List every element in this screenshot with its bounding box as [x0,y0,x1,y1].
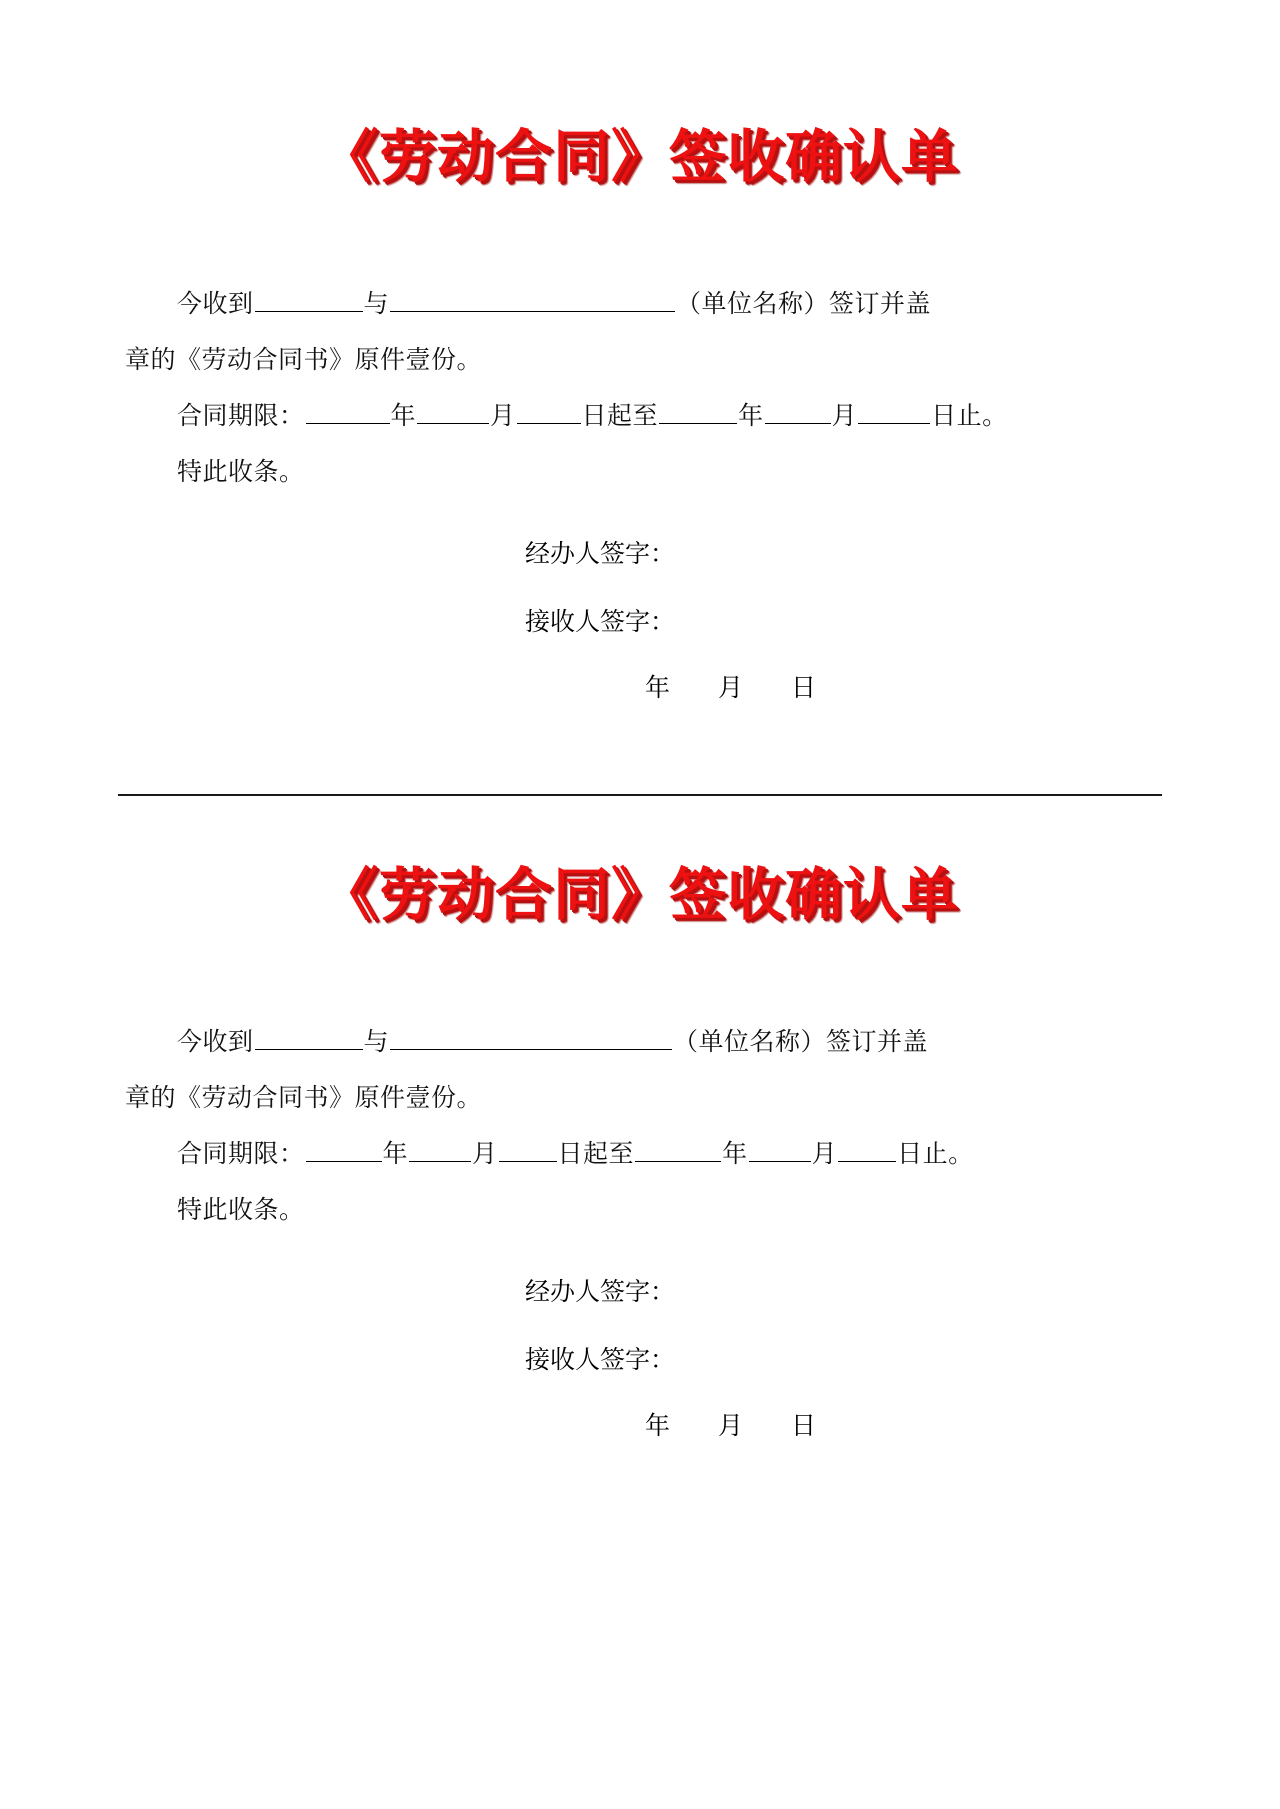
receipt-mid-label: 与 [363,289,390,318]
receipt-paragraph-line2 [125,332,1155,388]
handler-signature-label-lower: 经办人签字： [525,1277,676,1306]
page-title-lower: 《劳动合同》签收确认单 [321,861,959,928]
body-text-lower [125,1014,1155,1238]
end-month-blank-lower[interactable] [749,1135,811,1162]
start-year-unit: 年 [390,401,417,430]
start-day-blank-lower[interactable] [499,1135,557,1162]
note-label-lower: 特此收条。 [177,1195,305,1224]
unit-name-blank-lower[interactable] [390,1023,672,1050]
signature-area-upper [125,526,1155,716]
handler-signature-label: 经办人签字： [525,539,676,568]
receipt-paragraph-line1 [125,276,1155,332]
end-day-unit-lower: 日止。 [897,1139,974,1168]
receiver-signature-row [525,594,1155,650]
contract-term-paragraph-lower [125,1126,1155,1182]
receipt-suffix-label: 签订并盖 [829,289,932,318]
end-month-unit-lower: 月 [811,1139,838,1168]
employee-name-blank[interactable] [255,285,363,312]
page-title: 《劳动合同》签收确认单 [321,124,959,190]
start-month-unit-lower: 月 [472,1139,498,1168]
note-label: 特此收条。 [177,457,305,486]
form-copy-upper [0,0,1280,716]
start-month-unit: 月 [490,401,516,430]
title-container-lower [125,861,1155,928]
contract-original-label: 章的《劳动合同书》原件壹份。 [125,345,483,374]
start-year-unit-lower: 年 [382,1139,409,1168]
contract-term-paragraph [125,388,1155,444]
end-day-unit: 日止。 [931,401,1008,430]
end-month-unit: 月 [831,401,858,430]
end-year-blank[interactable] [659,397,737,424]
unit-name-note-label-lower: （单位名称） [673,1027,827,1056]
title-container [125,124,1155,190]
end-month-blank[interactable] [765,397,831,424]
start-day-unit-lower: 日起至 [557,1139,635,1168]
date-year-label: 年 [645,673,673,702]
date-row [525,660,1155,716]
body-text-upper [125,276,1155,500]
unit-name-note-label: （单位名称） [676,289,830,318]
receipt-prefix-label-lower: 今收到 [177,1027,254,1056]
receipt-paragraph-line2-lower [125,1070,1155,1126]
contract-term-label: 合同期限： [177,401,305,430]
signature-area-lower [125,1264,1155,1454]
receipt-prefix-label: 今收到 [177,289,254,318]
start-day-blank[interactable] [517,397,581,424]
end-day-blank-lower[interactable] [838,1135,896,1162]
receipt-suffix-label-lower: 签订并盖 [826,1027,929,1056]
contract-term-label-lower: 合同期限： [177,1139,305,1168]
date-day-label: 日 [791,673,819,702]
date-row-lower [525,1398,1155,1454]
end-year-unit-lower: 年 [722,1139,748,1168]
unit-name-blank[interactable] [390,285,675,312]
receipt-paragraph-line1-lower [125,1014,1155,1070]
note-paragraph-lower [125,1182,1155,1238]
note-paragraph [125,444,1155,500]
start-year-blank-lower[interactable] [306,1135,382,1162]
start-day-unit: 日起至 [581,401,659,430]
start-year-blank[interactable] [306,397,390,424]
start-month-blank-lower[interactable] [409,1135,471,1162]
start-month-blank[interactable] [417,397,489,424]
employee-name-blank-lower[interactable] [255,1023,363,1050]
end-year-unit: 年 [738,401,764,430]
date-month-label: 月 [718,673,746,702]
receiver-signature-label: 接收人签字： [525,607,676,636]
date-year-label-lower: 年 [645,1411,673,1440]
date-day-label-lower: 日 [791,1411,819,1440]
receiver-signature-label-lower: 接收人签字： [525,1345,676,1374]
handler-signature-row-lower [525,1264,1155,1320]
contract-original-label-lower: 章的《劳动合同书》原件壹份。 [125,1083,483,1112]
receiver-signature-row-lower [525,1332,1155,1388]
end-day-blank[interactable] [858,397,930,424]
end-year-blank-lower[interactable] [635,1135,721,1162]
handler-signature-row [525,526,1155,582]
date-month-label-lower: 月 [718,1411,746,1440]
form-copy-lower [0,796,1280,1454]
receipt-mid-label-lower: 与 [363,1027,390,1056]
